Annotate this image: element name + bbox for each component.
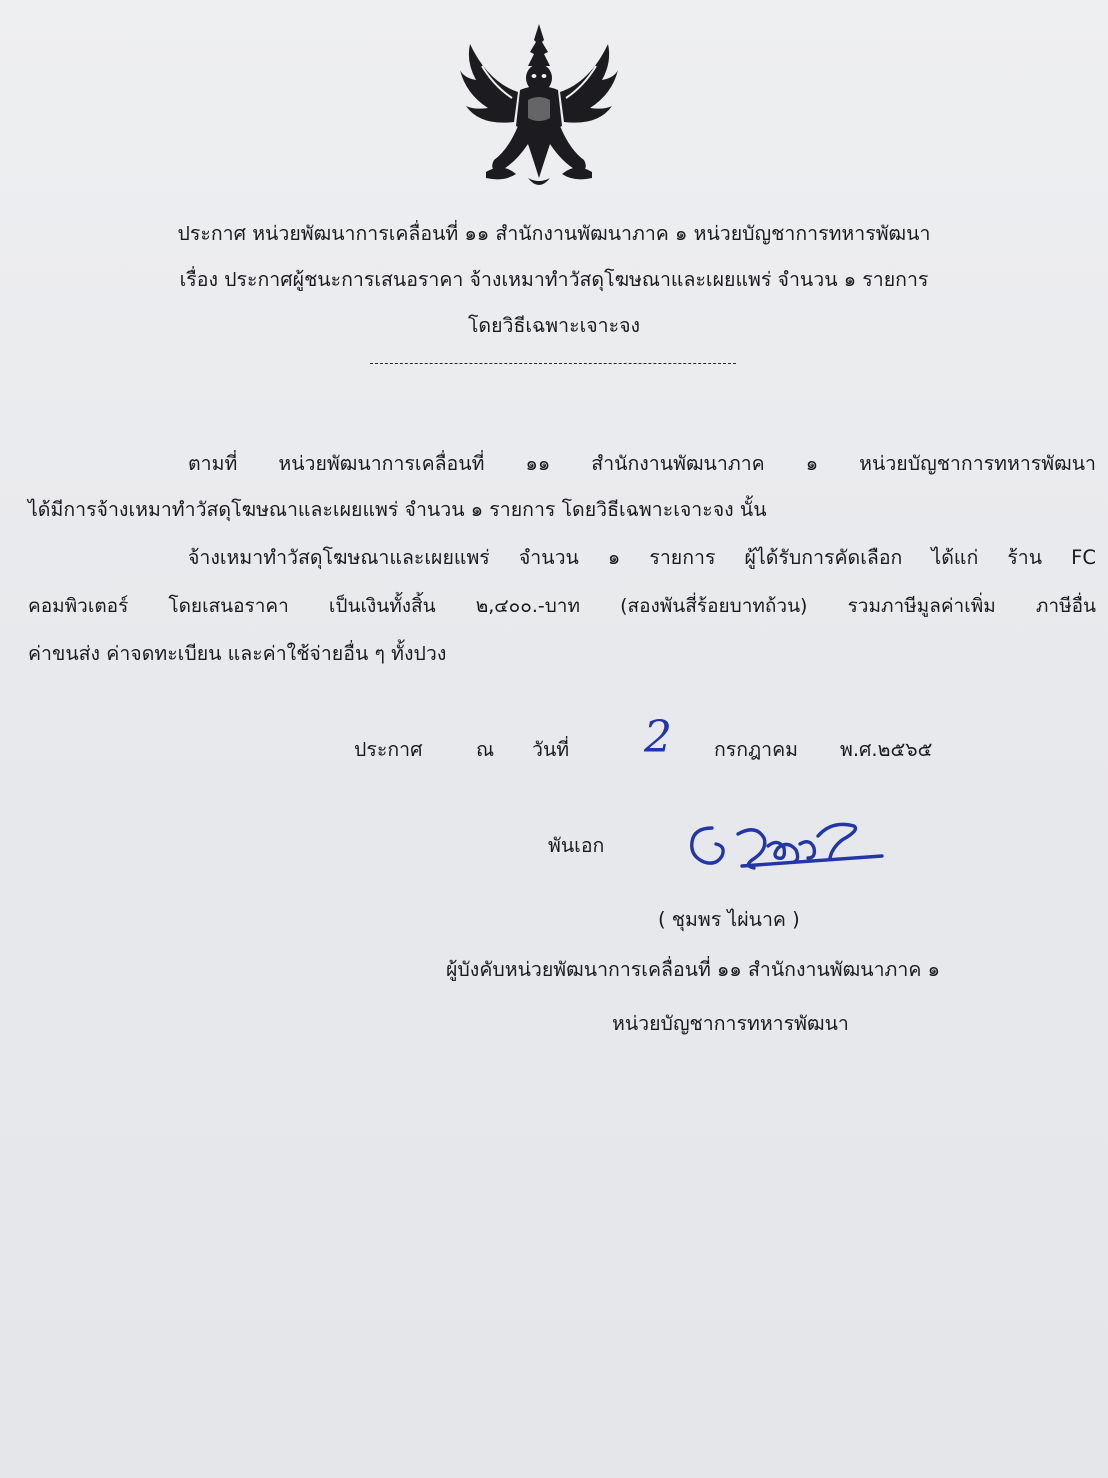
garuda-emblem-icon	[458, 22, 620, 192]
signer-rank: พันเอก	[548, 834, 605, 857]
handwritten-day: 2	[644, 712, 672, 763]
paragraph-1-line-2: ได้มีการจ้างเหมาทำวัสดุโฆษณาและเผยแพร่ จำนวน ๑ รายการ โดยวิธีเฉพาะเจาะจง นั้น	[28, 498, 767, 521]
announcement-title: ประกาศ หน่วยพัฒนาการเคลื่อนที่ ๑๑ สำนักงานพัฒนาภาค ๑ หน่วยบัญชาการทหารพัฒนา	[177, 222, 931, 245]
paragraph-2-line-2: คอมพิวเตอร์ โดยเสนอราคา เป็นเงินทั้งสิ้น ๒,๔๐๐.-บาท (สองพันสี่ร้อยบาทถ้วน) รวมภาษีมูลค่าเพิ่ม ภาษีอื่น	[28, 595, 1096, 617]
month: กรกฎาคม	[714, 738, 799, 761]
paragraph-2-line-3: ค่าขนส่ง ค่าจดทะเบียน และค่าใช้จ่ายอื่น ๆ ทั้งปวง	[28, 642, 447, 665]
paragraph-2-line-1: จ้างเหมาทำวัสดุโฆษณาและเผยแพร่ จำนวน ๑ รายการ ผู้ได้รับการคัดเลือก ได้แก่ ร้าน FC	[188, 546, 1096, 569]
procurement-method: โดยวิธีเฉพาะเจาะจง	[467, 314, 641, 337]
year: พ.ศ.๒๕๖๕	[840, 738, 933, 761]
signer-position-line-2: หน่วยบัญชาการทหารพัฒนา	[612, 1012, 849, 1035]
header-divider	[370, 363, 736, 364]
signer-position-line-1: ผู้บังคับหน่วยพัฒนาการเคลื่อนที่ ๑๑ สำนักงานพัฒนาภาค ๑	[446, 958, 940, 981]
paragraph-1-line-1: ตามที่ หน่วยพัฒนาการเคลื่อนที่ ๑๑ สำนักงานพัฒนาภาค ๑ หน่วยบัญชาการทหารพัฒนา	[188, 452, 1096, 475]
day-label: วันที่	[532, 738, 570, 761]
handwritten-signature	[682, 816, 892, 882]
announce-label: ประกาศ	[354, 738, 423, 761]
announcement-subject: เรื่อง ประกาศผู้ชนะการเสนอราคา จ้างเหมาทำวัสดุโฆษณาและเผยแพร่ จำนวน ๑ รายการ	[179, 268, 929, 291]
announce-at: ณ	[476, 738, 495, 761]
signer-name: ( ชุมพร ไผ่นาค )	[658, 908, 800, 931]
